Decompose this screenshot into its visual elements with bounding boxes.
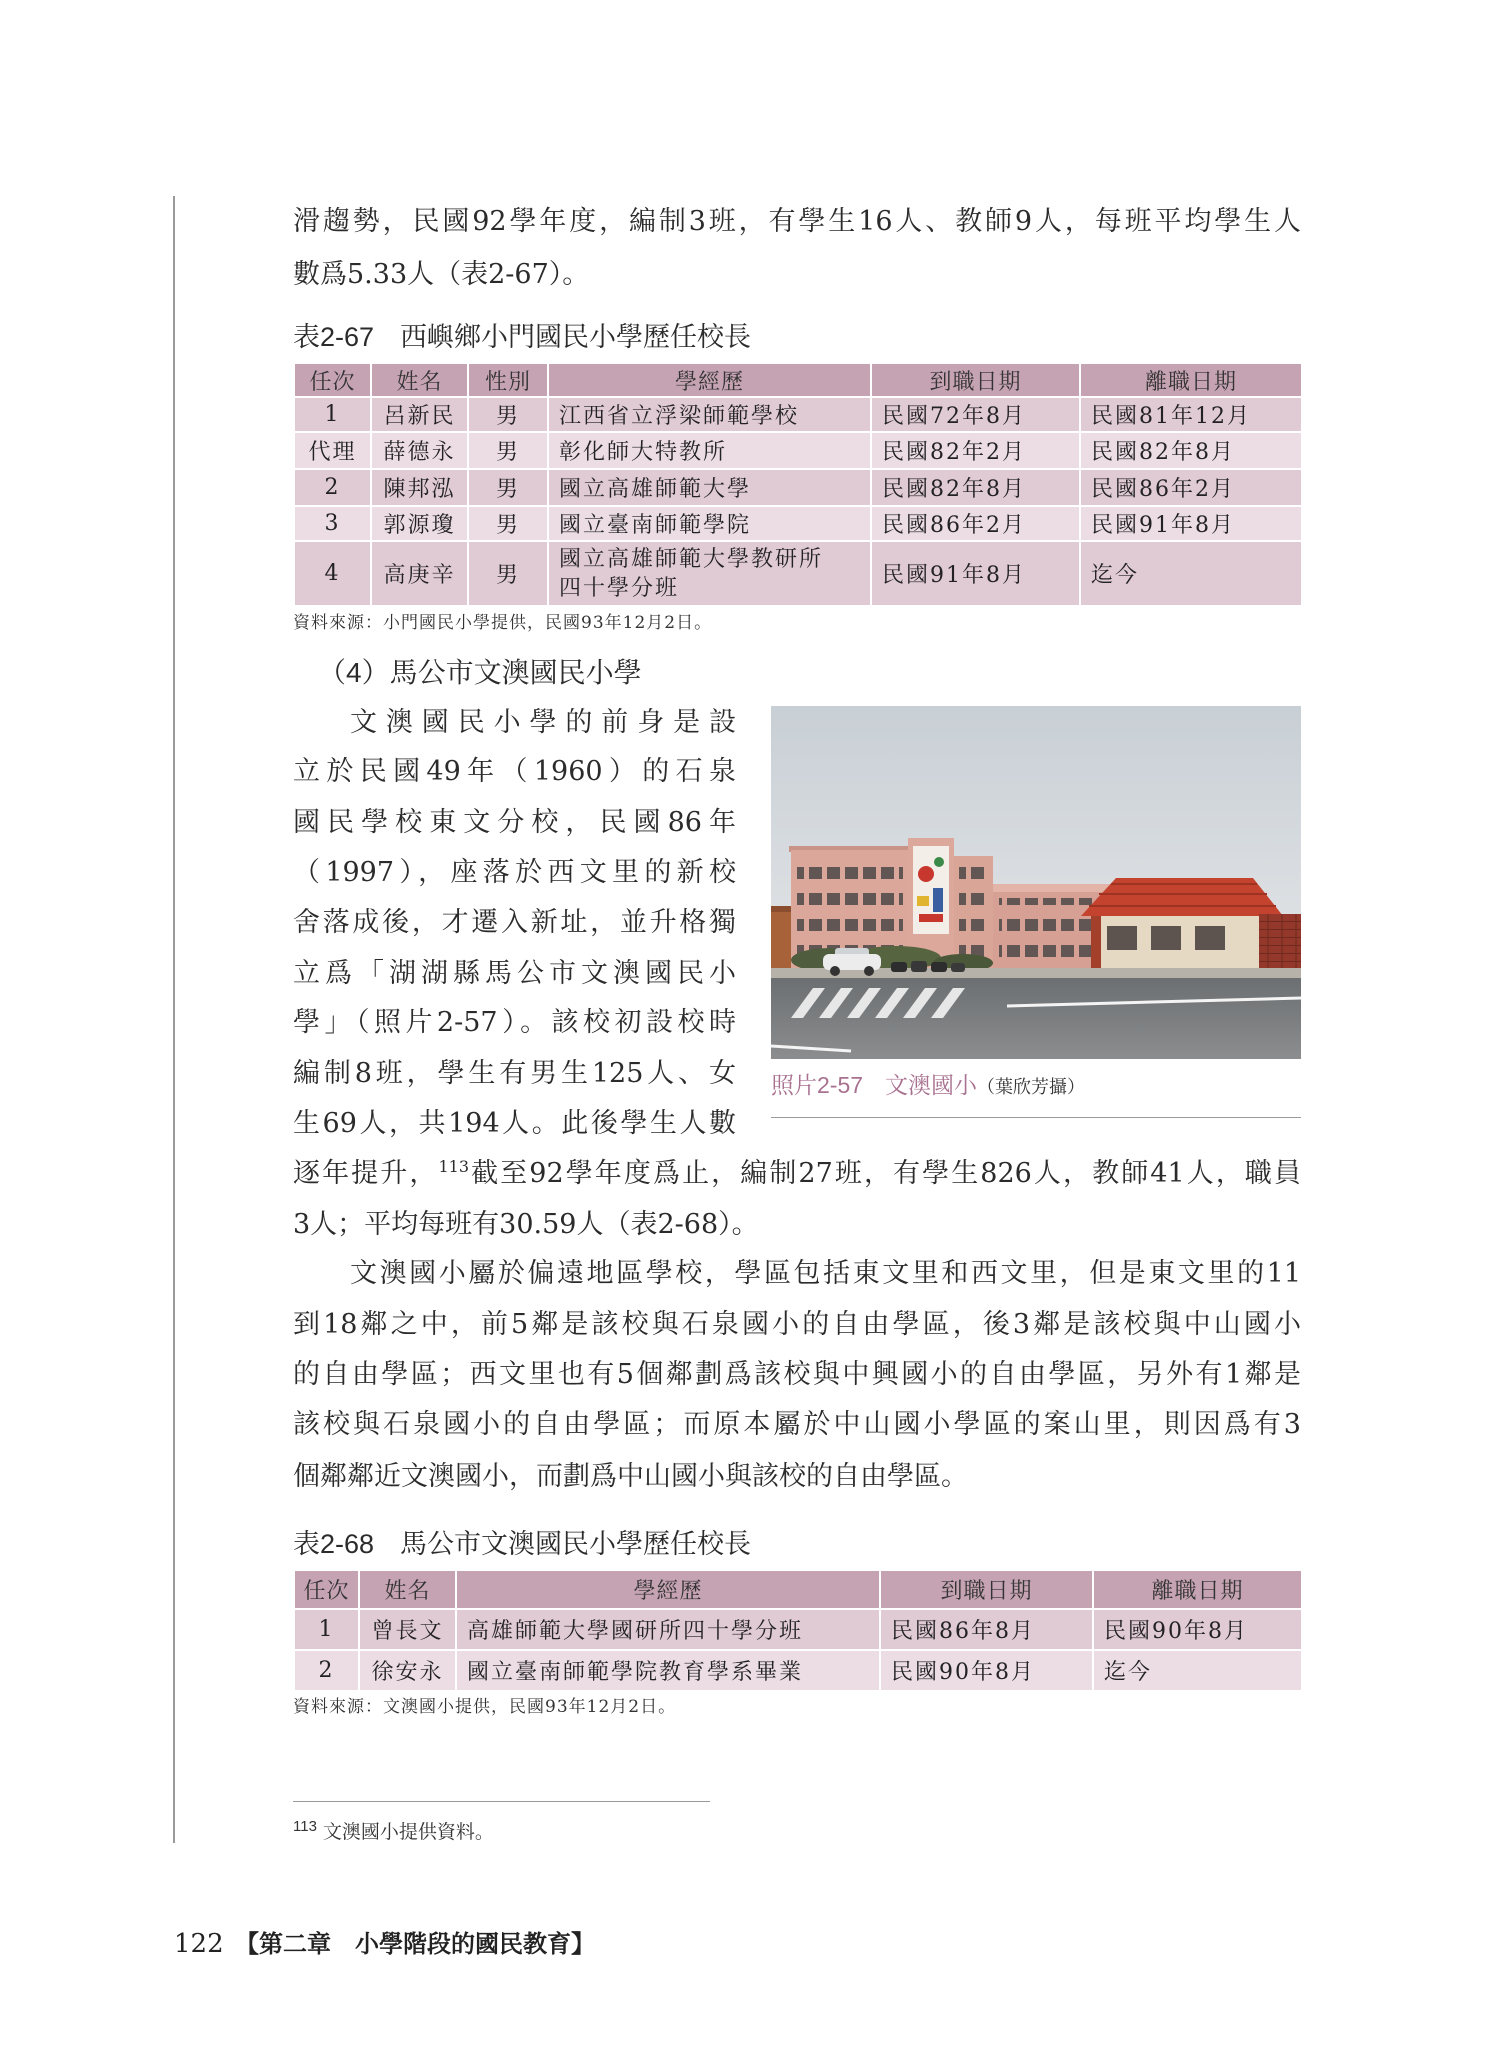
cell-start-date: 民國90年8月 [880, 1650, 1093, 1691]
cell-name: 呂新民 [371, 397, 468, 432]
cell-term: 1 [294, 1609, 359, 1650]
column-header-education: 學經歷 [456, 1570, 880, 1609]
cell-education: 國立臺南師範學院 [548, 506, 871, 541]
cell-gender: 男 [468, 541, 548, 606]
paragraph-line: 到18鄰之中，前5鄰是該校與石泉國小的自由學區，後3鄰是該校與中山國小 [293, 1309, 1301, 1340]
column-header-end-date: 離職日期 [1080, 363, 1302, 397]
table-label: 表2-68 [293, 1529, 375, 1559]
paragraph-line: 立於民國49年（1960）的石泉 [293, 756, 736, 787]
cell-text-line: 國立高雄師範大學教研所 [559, 546, 824, 572]
cell-name: 曾長文 [359, 1609, 456, 1650]
cell-end-date: 民國86年2月 [1080, 469, 1302, 506]
footnote-rule [293, 1801, 710, 1802]
principals-table-wenao [293, 1569, 1303, 1692]
paragraph-line: （1997），座落於西文里的新校 [293, 857, 736, 888]
table-header-row [294, 363, 1302, 397]
table-row [294, 397, 1302, 432]
table-caption [293, 1523, 751, 1565]
table-header-row [294, 1570, 1302, 1609]
table-source-note: 資料來源：小門國民小學提供，民國93年12月2日。 [293, 613, 713, 633]
cell-text-line: 四十學分班 [559, 575, 680, 601]
paragraph-line: 3人；平均每班有30.59人（表2-68）。 [293, 1209, 759, 1240]
cell-education: 高雄師範大學國研所四十學分班 [456, 1609, 880, 1650]
cell-term: 1 [294, 397, 371, 432]
cell-term: 2 [294, 1650, 359, 1691]
table-source-note: 資料來源：文澳國小提供，民國93年12月2日。 [293, 1697, 677, 1717]
table-row [294, 1650, 1302, 1691]
cell-end-date: 民國82年8月 [1080, 432, 1302, 469]
cell-term: 4 [294, 541, 371, 606]
cell-term: 3 [294, 506, 371, 541]
column-header-start-date: 到職日期 [871, 363, 1080, 397]
paragraph-line: 該校與石泉國小的自由學區；而原本屬於中山國小學區的案山里，則因爲有3 [293, 1409, 1301, 1440]
cell-name: 陳邦泓 [371, 469, 468, 506]
cell-end-date: 迄今 [1093, 1650, 1302, 1691]
paragraph-line: 文澳國小屬於偏遠地區學校，學區包括東文里和西文里，但是東文里的11 [350, 1258, 1301, 1289]
cell-start-date: 民國86年2月 [871, 506, 1080, 541]
footnote-reference[interactable]: 113 [438, 1157, 469, 1176]
cell-start-date: 民國86年8月 [880, 1609, 1093, 1650]
paragraph-text: 截至92學年度爲止，編制27班，有學生826人，教師41人，職員 [469, 1158, 1301, 1189]
cell-start-date: 民國82年8月 [871, 469, 1080, 506]
cell-end-date: 迄今 [1080, 541, 1302, 606]
paragraph-line: 滑趨勢，民國92學年度，編制3班，有學生16人、教師9人，每班平均學生人 [293, 206, 1301, 237]
cell-term: 代理 [294, 432, 371, 469]
column-header-term: 任次 [294, 363, 371, 397]
paragraph-line: 學」（照片2-57）。該校初設校時 [293, 1007, 736, 1038]
table-row [294, 506, 1302, 541]
cell-name: 徐安永 [359, 1650, 456, 1691]
cell-education: 彰化師大特教所 [548, 432, 871, 469]
cell-end-date: 民國90年8月 [1093, 1609, 1302, 1650]
paragraph-line: 舍落成後，才遷入新址，並升格獨 [293, 907, 736, 938]
column-header-start-date: 到職日期 [880, 1570, 1093, 1609]
gatehouse [1081, 878, 1283, 968]
page-number: 122 [174, 1929, 224, 1959]
paragraph-line: 生69人，共194人。此後學生人數 [293, 1108, 736, 1139]
cell-gender: 男 [468, 469, 548, 506]
photo-caption [771, 1066, 1085, 1104]
cell-start-date: 民國72年8月 [871, 397, 1080, 432]
cell-term: 2 [294, 469, 371, 506]
cell-education: 國立高雄師範大學 [548, 469, 871, 506]
column-header-term: 任次 [294, 1570, 359, 1609]
paragraph-text: 逐年提升， [293, 1158, 439, 1189]
cell-end-date: 民國91年8月 [1080, 506, 1302, 541]
footnote [293, 1818, 494, 1848]
paragraph-line: 立爲「湖湖縣馬公市文澳國民小 [293, 958, 736, 989]
principals-table-xiaomen [293, 362, 1303, 607]
table-caption [293, 316, 751, 358]
section-heading: （4）馬公市文澳國民小學 [318, 657, 642, 688]
column-header-name: 姓名 [359, 1570, 456, 1609]
table-title: 西嶼鄉小門國民小學歷任校長 [400, 322, 752, 352]
column-header-name: 姓名 [371, 363, 468, 397]
column-header-education: 學經歷 [548, 363, 871, 397]
paragraph-line: 個鄰鄰近文澳國小，而劃爲中山國小與該校的自由學區。 [293, 1461, 968, 1492]
paragraph-line: 數爲5.33人（表2-67）。 [293, 259, 590, 290]
cell-education [548, 541, 871, 606]
footnote-text: 文澳國小提供資料。 [322, 1822, 494, 1843]
paragraph-line [293, 1149, 1301, 1199]
paragraph-line: 文澳國民小學的前身是設 [350, 707, 736, 738]
table-label: 表2-67 [293, 322, 375, 352]
cell-name: 高庚辛 [371, 541, 468, 606]
cell-start-date: 民國82年2月 [871, 432, 1080, 469]
table-row [294, 469, 1302, 506]
table-row [294, 541, 1302, 606]
column-header-end-date: 離職日期 [1093, 1570, 1302, 1609]
cell-end-date: 民國81年12月 [1080, 397, 1302, 432]
photo-caption-label: 照片2-57 [771, 1072, 864, 1098]
photo-caption-title: 文澳國小 [885, 1072, 978, 1098]
cell-gender: 男 [468, 397, 548, 432]
cell-education: 國立臺南師範學院教育學系畢業 [456, 1650, 880, 1691]
cell-name: 郭源瓊 [371, 506, 468, 541]
cell-name: 薛德永 [371, 432, 468, 469]
paragraph-line: 的自由學區；西文里也有5個鄰劃爲該校與中興國小的自由學區，另外有1鄰是 [293, 1359, 1301, 1390]
paragraph-line: 編制8班，學生有男生125人、女 [293, 1058, 736, 1089]
cell-start-date: 民國91年8月 [871, 541, 1080, 606]
running-footer-chapter: 【第二章 小學階段的國民教育】 [235, 1929, 595, 1958]
table-row [294, 1609, 1302, 1650]
school-photo [771, 706, 1301, 1059]
caption-rule [771, 1117, 1301, 1118]
cell-education: 江西省立浮梁師範學校 [548, 397, 871, 432]
table-title: 馬公市文澳國民小學歷任校長 [400, 1529, 752, 1559]
paragraph-line: 國民學校東文分校，民國86年 [293, 807, 736, 838]
column-header-gender: 性別 [468, 363, 548, 397]
photo-credit: （葉欣芳攝） [977, 1077, 1086, 1097]
footnote-number: 113 [293, 1817, 317, 1835]
margin-rule [173, 196, 175, 1843]
cell-gender: 男 [468, 432, 548, 469]
table-row [294, 432, 1302, 469]
cell-gender: 男 [468, 506, 548, 541]
